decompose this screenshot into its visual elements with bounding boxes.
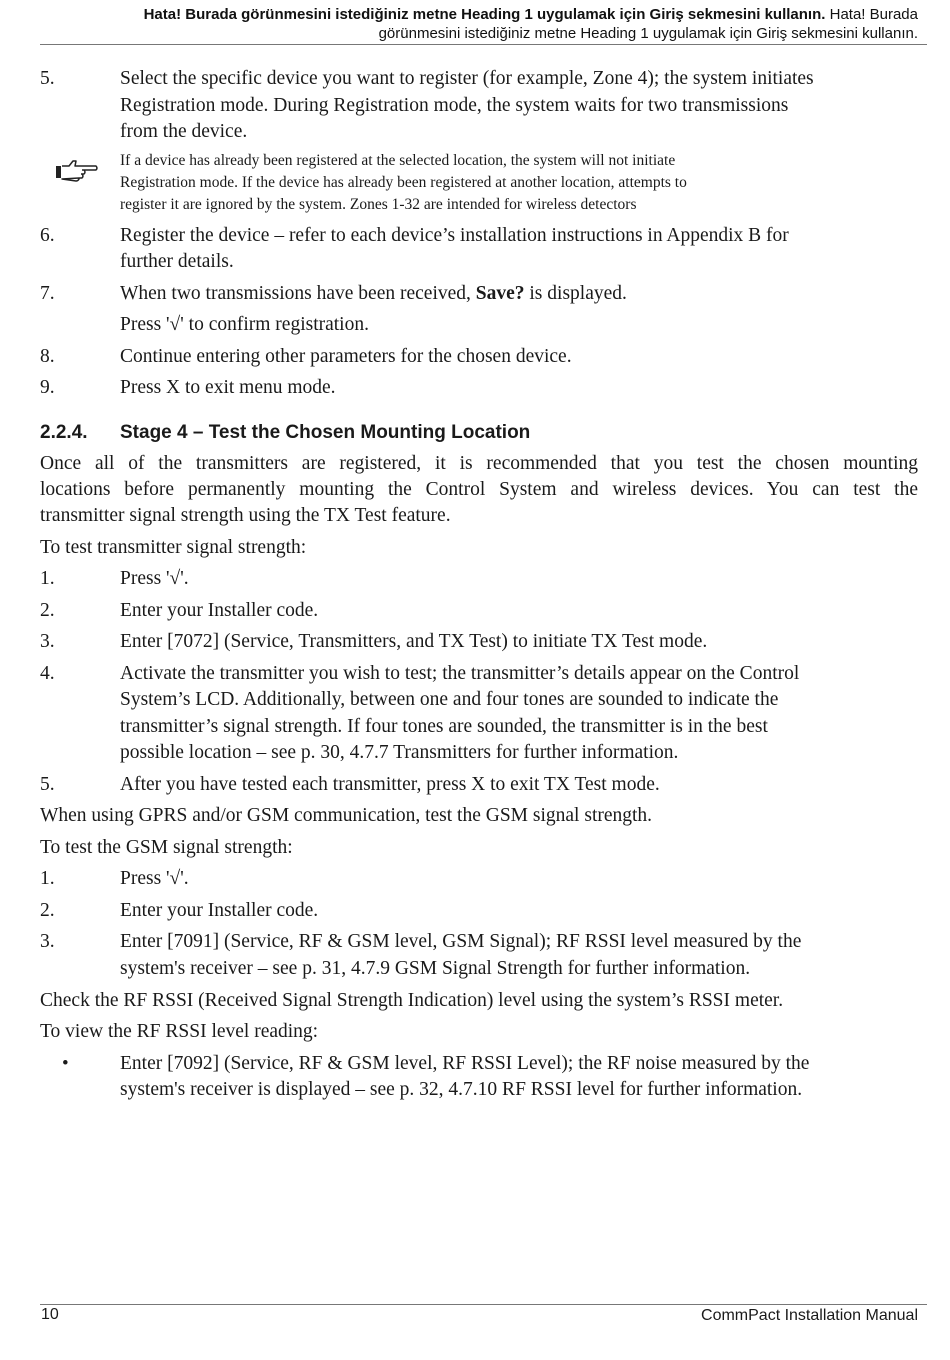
paragraph-line: Check the RF RSSI (Received Signal Strength Indication) level using the system’s RSSI meter. xyxy=(40,990,784,1011)
page-header xyxy=(40,5,918,43)
note-text-line: register it are ignored by the system. Zones 1-32 are intended for wireless detectors xyxy=(120,196,637,213)
footer-divider xyxy=(40,1304,927,1305)
lead-in-text: To test transmitter signal strength: xyxy=(40,537,307,558)
header-line-2: görünmesini istediğiniz metne Heading 1 uygulamak için Giriş sekmesini kullanın. xyxy=(378,25,918,42)
step-number: 2. xyxy=(40,600,55,621)
paragraph-line: Once all of the transmitters are registered, it is recommended that you test the chosen mounting xyxy=(40,453,918,474)
step-number: 2. xyxy=(40,900,55,921)
step-text-line: further details. xyxy=(120,251,234,272)
step-text-line: Press '√' to confirm registration. xyxy=(120,314,369,335)
step-text-line: Enter [7091] (Service, RF & GSM level, GSM Signal); RF RSSI level measured by the xyxy=(120,931,802,952)
step-text-line xyxy=(120,281,627,307)
paragraph-line: When using GPRS and/or GSM communication, test the GSM signal strength. xyxy=(40,805,653,826)
step-text-line: Press '√'. xyxy=(120,568,189,589)
step-text-line: Registration mode. During Registration mode, the system waits for two transmissions xyxy=(120,95,789,116)
step-text-line: Press X to exit menu mode. xyxy=(120,377,336,398)
note-text-line: If a device has already been registered at the selected location, the system will not initiate xyxy=(120,152,676,169)
page-number: 10 xyxy=(41,1306,59,1323)
step-text-line: possible location – see p. 30, 4.7.7 Transmitters for further information. xyxy=(120,742,679,763)
step-number: 8. xyxy=(40,346,55,367)
step-text-line: Select the specific device you want to register (for example, Zone 4); the system initiates xyxy=(120,68,814,89)
step-number: 9. xyxy=(40,377,55,398)
step-text-line: transmitter’s signal strength. If four tones are sounded, the transmitter is in the best xyxy=(120,716,768,737)
step-text-line: Enter [7072] (Service, Transmitters, and TX Test) to initiate TX Test mode. xyxy=(120,631,708,652)
header-divider xyxy=(40,44,927,45)
bullet-text-line: Enter [7092] (Service, RF & GSM level, RF RSSI Level); the RF noise measured by the xyxy=(120,1053,810,1074)
step-text-line: from the device. xyxy=(120,121,248,142)
step-text-line: Enter your Installer code. xyxy=(120,900,319,921)
step-number: 1. xyxy=(40,868,55,889)
lead-in-text: To test the GSM signal strength: xyxy=(40,837,293,858)
section-number: 2.2.4. xyxy=(40,422,88,443)
step-text-fragment: When two transmissions have been received, xyxy=(120,283,476,304)
header-error-bold: Hata! Burada görünmesini istediğiniz metne Heading 1 uygulamak için Giriş sekmesini kullanın. xyxy=(143,6,826,23)
section-title: Stage 4 – Test the Chosen Mounting Location xyxy=(120,422,531,443)
step-text-line: system's receiver – see p. 31, 4.7.9 GSM Signal Strength for further information. xyxy=(120,958,751,979)
note-text-line: Registration mode. If the device has already been registered at another location, attempts to xyxy=(120,174,687,191)
bullet-text-line: system's receiver is displayed – see p. 32, 4.7.10 RF RSSI level for further information. xyxy=(120,1079,803,1100)
step-text-line: Continue entering other parameters for the chosen device. xyxy=(120,346,572,367)
footer-title: CommPact Installation Manual xyxy=(701,1307,918,1324)
step-text-line: After you have tested each transmitter, press X to exit TX Test mode. xyxy=(120,774,660,795)
step-text-line: Register the device – refer to each device’s installation instructions in Appendix B for xyxy=(120,225,789,246)
header-error-normal: Hata! Burada xyxy=(825,6,918,23)
step-number: 4. xyxy=(40,663,55,684)
step-text-line: Activate the transmitter you wish to test; the transmitter’s details appear on the Control xyxy=(120,663,800,684)
step-number: 6. xyxy=(40,225,55,246)
step-number: 3. xyxy=(40,931,55,952)
step-number: 1. xyxy=(40,568,55,589)
step-number: 7. xyxy=(40,283,55,304)
step-text-line: System’s LCD. Additionally, between one and four tones are sounded to indicate the xyxy=(120,689,779,710)
step-number: 3. xyxy=(40,631,55,652)
paragraph-line: locations before permanently mounting the Control System and wireless devices. You can test the xyxy=(40,479,918,500)
step-text-line: Press '√'. xyxy=(120,868,189,889)
step-text-line: Enter your Installer code. xyxy=(120,600,319,621)
step-number: 5. xyxy=(40,774,55,795)
paragraph-line: transmitter signal strength using the TX Test feature. xyxy=(40,505,451,526)
step-number: 5. xyxy=(40,68,55,89)
step-text-fragment: is displayed. xyxy=(524,283,627,304)
pointing-hand-icon xyxy=(55,158,99,184)
bullet-marker: • xyxy=(62,1053,69,1074)
lead-in-text: To view the RF RSSI level reading: xyxy=(40,1021,319,1042)
header-line-1 xyxy=(40,5,918,24)
save-prompt-label: Save? xyxy=(475,283,525,304)
